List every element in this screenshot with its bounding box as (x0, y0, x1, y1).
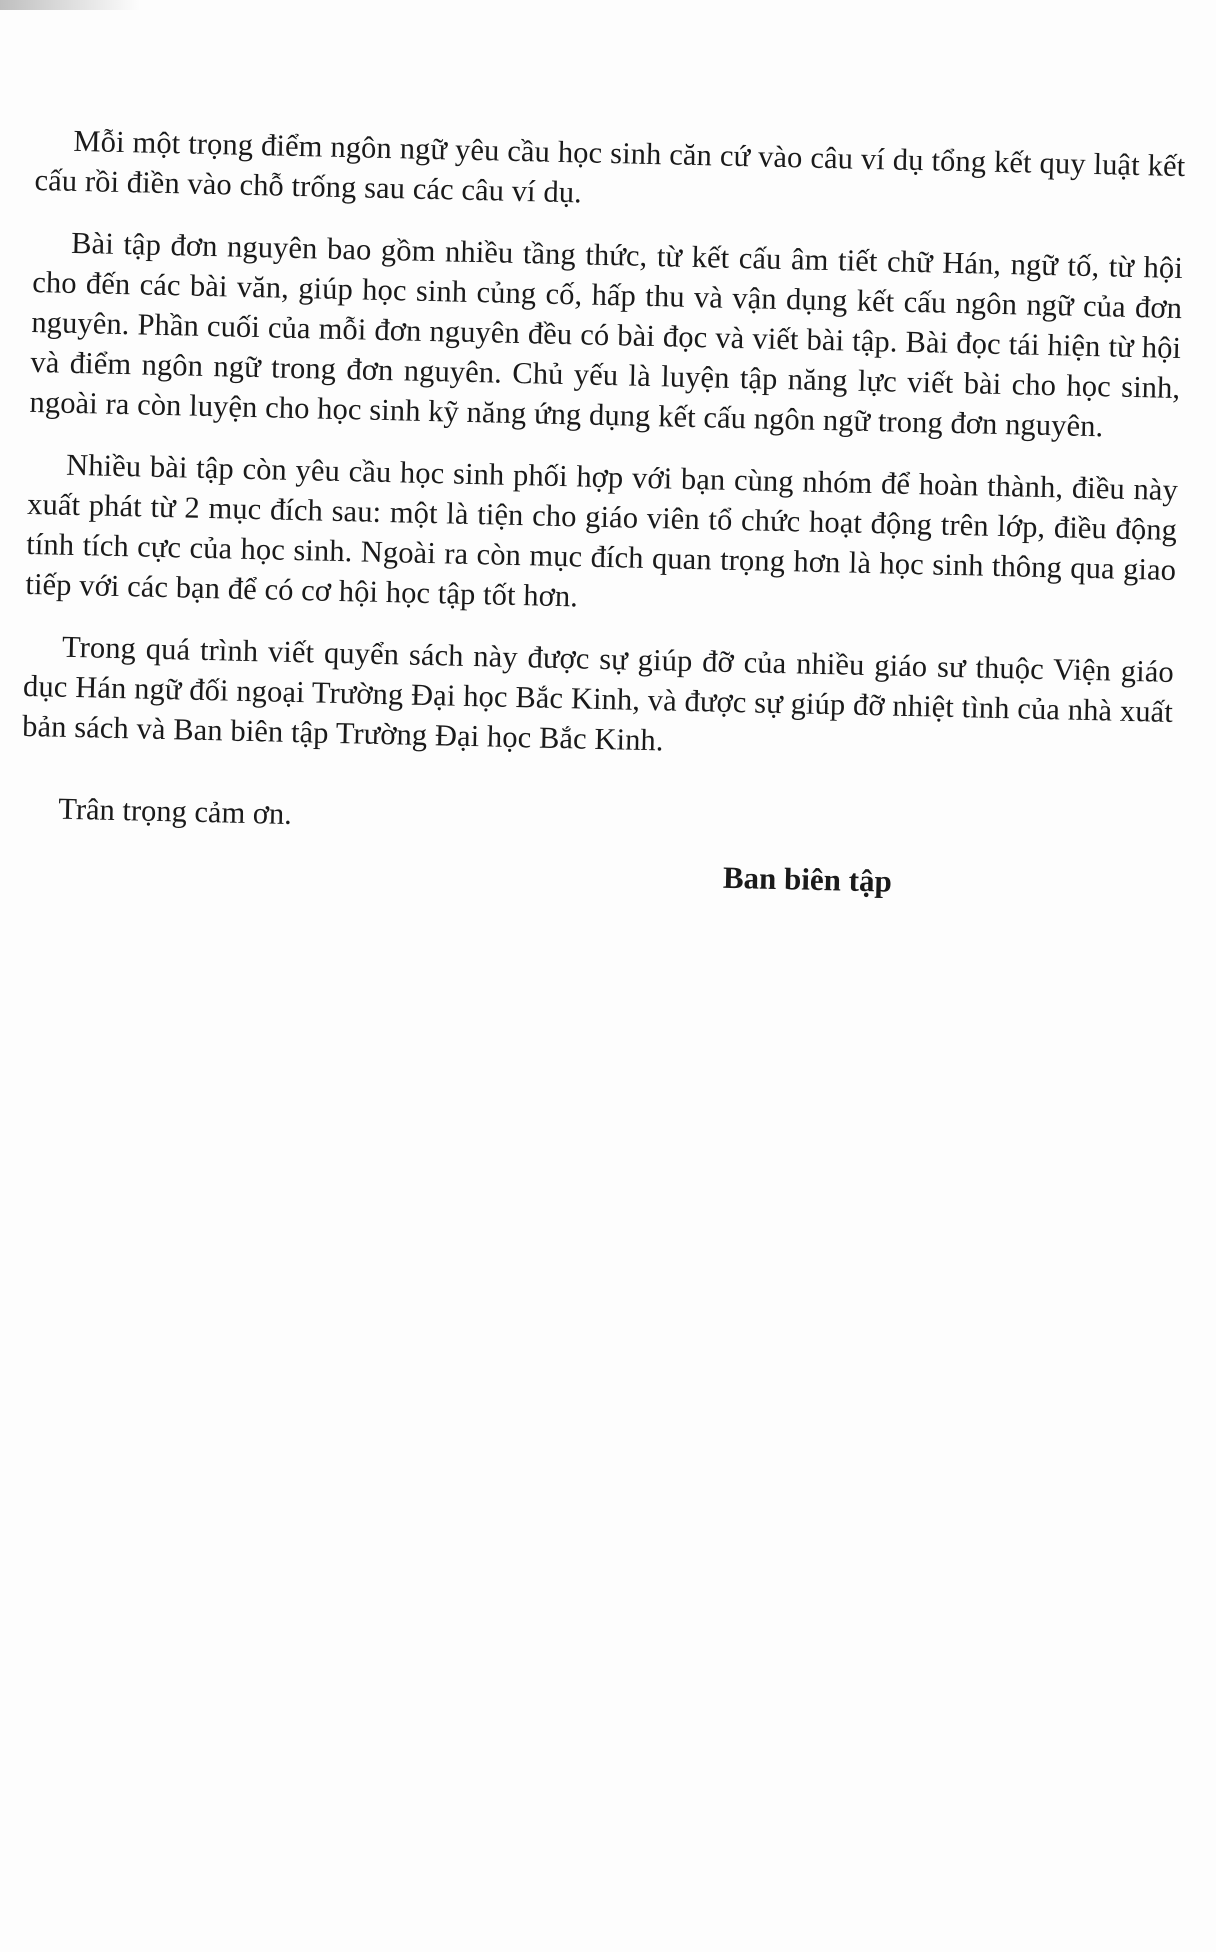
document-body (19, 120, 1186, 908)
closing-line: Trân trọng cảm ơn. (57, 791, 293, 831)
signature: Ban biên tập (722, 859, 893, 899)
paragraph-acknowledgements: Trong quá trình viết quyển sách này được sự giúp đỡ của nhiều giáo sư thuộc Viện giáo dục Hán ngữ đối ngoại Trường Đại học Bắc Kinh, và được sự giúp đỡ nhiệt tình của nhà xuất bản sách và Ban biên tập Trường Đại học Bắc Kinh. (21, 629, 1175, 758)
paragraph-unit-exercises: Bài tập đơn nguyên bao gồm nhiều tầng thức, từ kết cấu âm tiết chữ Hán, ngữ tố, từ hội cho đến các bài văn, giúp học sinh củng cố, hấp thu và vận dụng kết cấu ngôn ngữ của đơn nguyên. Phần cuối của mỗi đơn nguyên đều có bài đọc và viết bài tập. Bài đọc tái hiện từ hội và điểm ngôn ngữ trong đơn nguyên. Chủ yếu là luyện tập năng lực viết bài cho học sinh, ngoài ra còn luyện cho học sinh kỹ năng ứng dụng kết cấu ngôn ngữ trong đơn nguyên. (29, 225, 1184, 444)
paragraph-language-points: Mỗi một trọng điểm ngôn ngữ yêu cầu học sinh căn cứ vào câu ví dụ tổng kết quy luật kết cấu rồi điền vào chỗ trống sau các câu ví dụ. (34, 123, 1186, 210)
paragraph-group-work: Nhiều bài tập còn yêu cầu học sinh phối hợp với bạn cùng nhóm để hoàn thành, điều này xuất phát từ 2 mục đích sau: một là tiện cho giáo viên tổ chức hoạt động trên lớp, điều động tính tích cực của học sinh. Ngoài ra còn mục đích quan trọng hơn là học sinh thông qua giao tiếp với các bạn để có cơ hội học tập tốt hơn. (25, 447, 1179, 614)
scan-edge-shadow (0, 0, 140, 10)
